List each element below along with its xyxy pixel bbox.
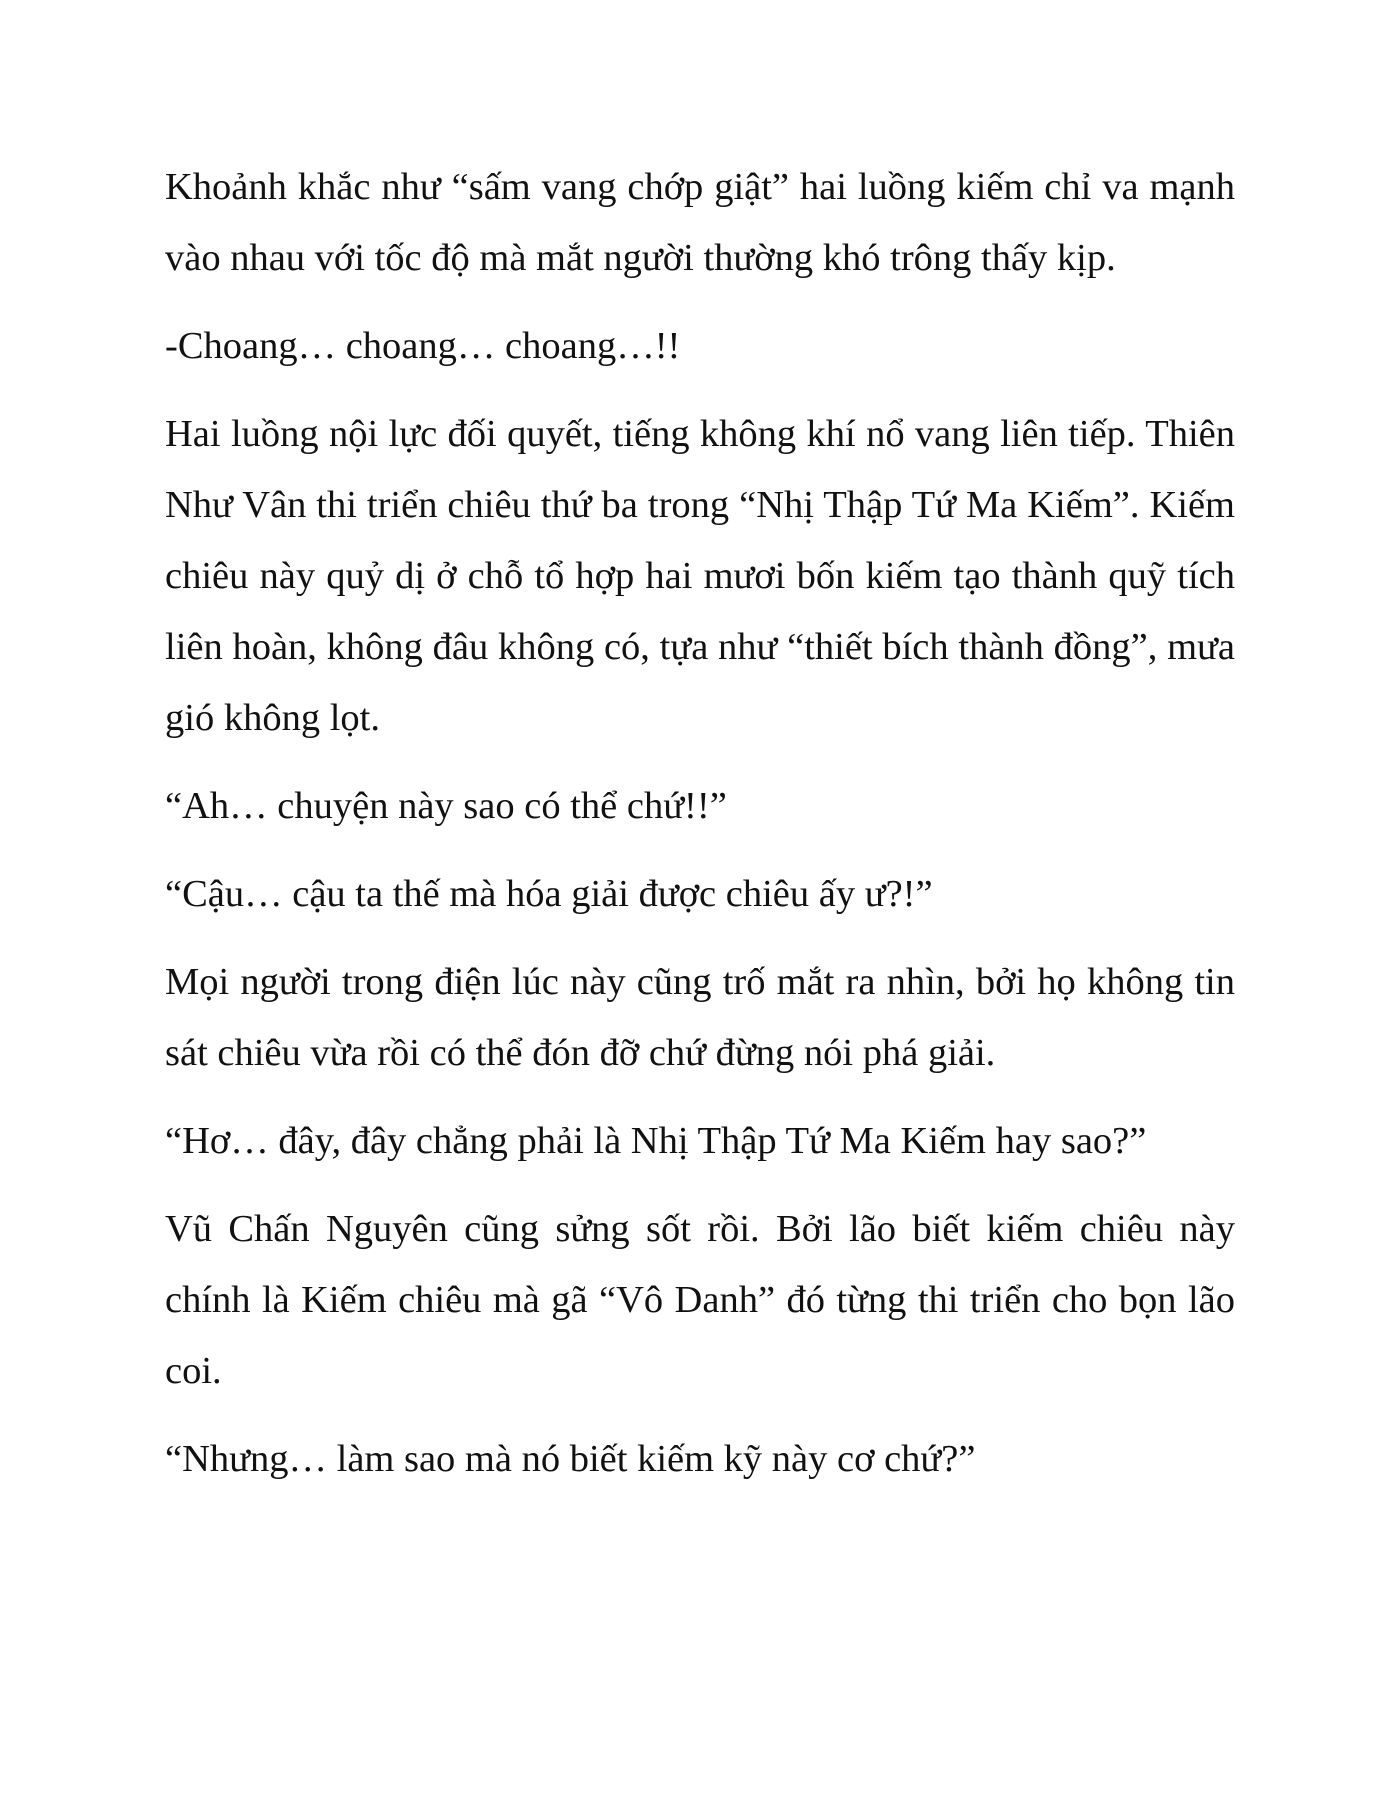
document-body <box>165 152 1235 1512</box>
paragraph-7: “Hơ… đây, đây chẳng phải là Nhị Thập Tứ Ma Kiếm hay sao?” <box>165 1120 1147 1162</box>
paragraph-8: Vũ Chấn Nguyên cũng sửng sốt rồi. Bởi lão biết kiếm chiêu này chính là Kiếm chiêu mà gã “Vô Danh” đó từng thi triển cho bọn lão coi. <box>165 1208 1235 1392</box>
paragraph-9: “Nhưng… làm sao mà nó biết kiếm kỹ này cơ chứ?” <box>165 1438 976 1480</box>
paragraph-5: “Cậu… cậu ta thế mà hóa giải được chiêu ấy ư?!” <box>165 873 933 915</box>
paragraph-1: Khoảnh khắc như “sấm vang chớp giật” hai luồng kiếm chỉ va mạnh vào nhau với tốc độ mà mắt người thường khó trông thấy kịp. <box>165 166 1235 279</box>
paragraph-2: -Choang… choang… choang…!! <box>165 325 681 367</box>
paragraph-4: “Ah… chuyện này sao có thể chứ!!” <box>165 785 727 827</box>
paragraph-6: Mọi người trong điện lúc này cũng trố mắt ra nhìn, bởi họ không tin sát chiêu vừa rồi có thể đón đỡ chứ đừng nói phá giải. <box>165 961 1235 1074</box>
paragraph-3: Hai luồng nội lực đối quyết, tiếng không khí nổ vang liên tiếp. Thiên Như Vân thi triển chiêu thứ ba trong “Nhị Thập Tứ Ma Kiếm”. Kiếm chiêu này quỷ dị ở chỗ tổ hợp hai mươi bốn kiếm tạo thành quỹ tích liên hoàn, không đâu không có, tựa như “thiết bích thành đồng”, mưa gió không lọt. <box>165 413 1235 739</box>
